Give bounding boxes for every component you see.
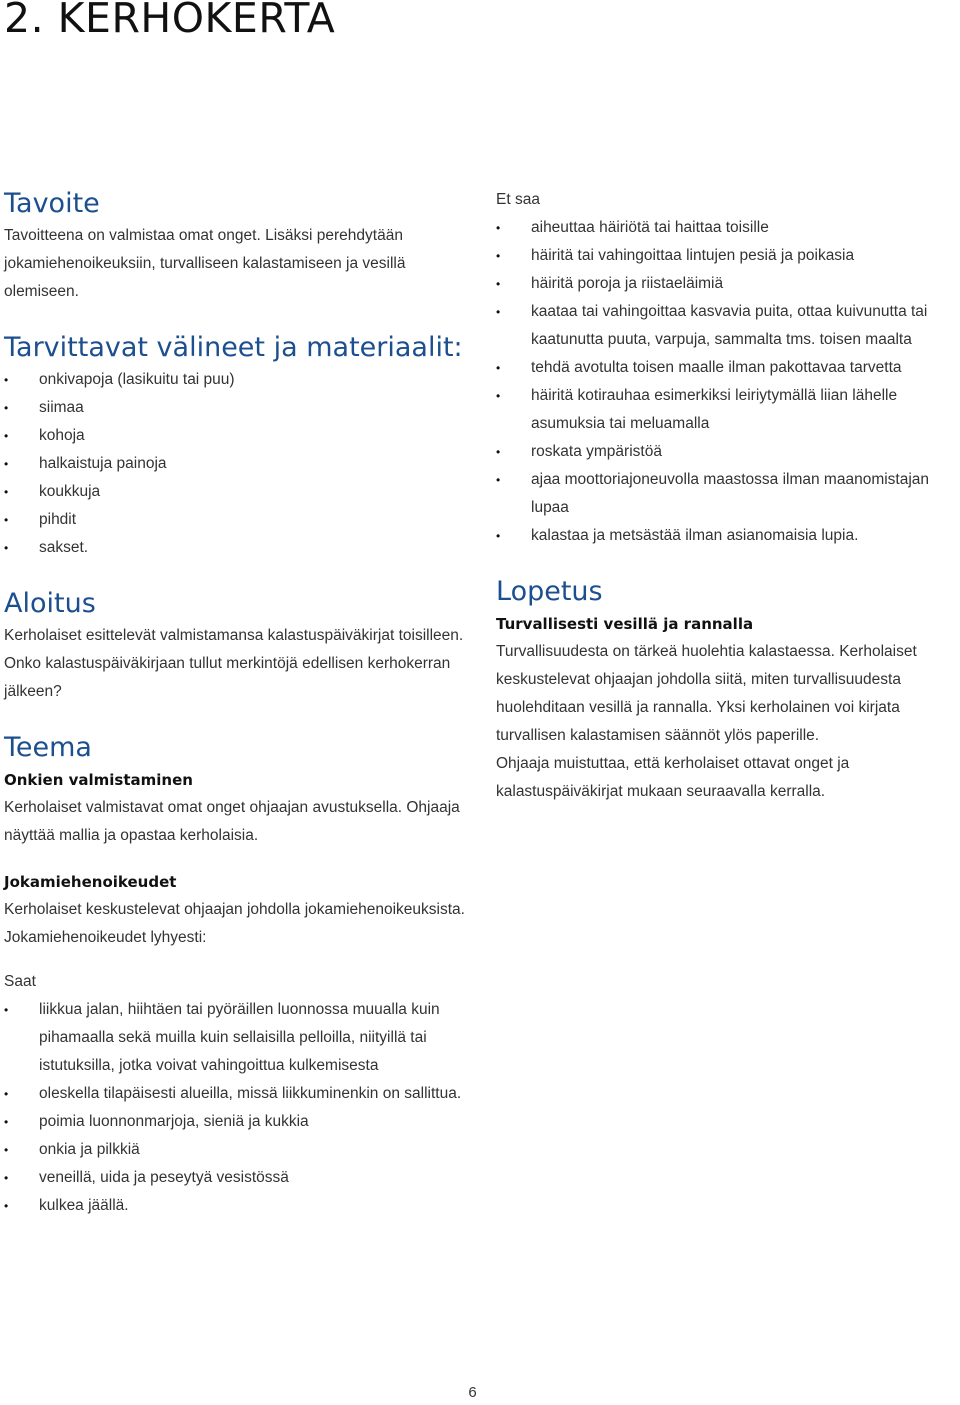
bullet-icon: • xyxy=(496,473,501,487)
heading-lopetus: Lopetus xyxy=(496,576,603,607)
right-column xyxy=(496,186,960,806)
list-item xyxy=(496,214,960,242)
bullet-icon: • xyxy=(496,445,501,459)
list-item xyxy=(496,270,960,298)
list-item xyxy=(4,394,474,422)
aloitus-text: Kerholaiset esittelevät valmistamansa kalastuspäiväkirjat toisilleen. Onko kalastuspäiväkirjaan tullut merkintöjä edellisen kerhokerran jälkeen? xyxy=(4,627,464,700)
list-item-text: kalastaa ja metsästää ilman asianomaisia lupia. xyxy=(531,527,859,544)
heading-aloitus: Aloitus xyxy=(4,588,96,619)
teema-text: Kerholaiset valmistavat omat onget ohjaajan avustuksella. Ohjaaja näyttää mallia ja opastaa kerholaisia. xyxy=(4,799,460,844)
bullet-icon: • xyxy=(4,429,9,443)
list-item-text: häiritä poroja ja riistaeläimiä xyxy=(531,275,724,292)
list-item-text: kohoja xyxy=(39,427,85,444)
jokamiehenoikeudet-text: Kerholaiset keskustelevat ohjaajan johdolla jokamiehenoikeuksista. Jokamiehenoikeudet lyhyesti: xyxy=(4,901,465,946)
section-teema xyxy=(4,730,474,850)
list-item xyxy=(4,1136,474,1164)
bullet-icon: • xyxy=(4,1087,9,1101)
list-item xyxy=(4,996,474,1080)
list-item xyxy=(4,506,474,534)
section-aloitus xyxy=(4,586,474,706)
list-item-text: aiheuttaa häiriötä tai haittaa toisille xyxy=(531,219,769,236)
bullet-icon: • xyxy=(4,485,9,499)
list-item-text: liikkua jalan, hiihtäen tai pyöräillen luonnossa muualla kuin pihamaalla sekä muilla kuin sellaisilla pelloilla, niityillä tai istutuksilla, jotka voivat vahingoittua kulkemisesta xyxy=(39,1001,440,1074)
tavoite-text: Tavoitteena on valmistaa omat onget. Lisäksi perehdytään jokamiehenoikeuksiin, turvalliseen kalastamiseen ja vesillä olemiseen. xyxy=(4,227,406,300)
bottom-column xyxy=(4,868,474,1220)
bullet-icon: • xyxy=(496,221,501,235)
bullet-icon: • xyxy=(496,389,501,403)
list-item xyxy=(4,1108,474,1136)
list-item-text: ajaa moottoriajoneuvolla maastossa ilman maanomistajan lupaa xyxy=(531,471,930,516)
section-valineet xyxy=(4,330,474,562)
lopetus-text-1: Turvallisuudesta on tärkeä huolehtia kalastaessa. Kerholaiset keskustelevat ohjaajan johdolla siitä, miten turvallisuudesta huolehditaan vesillä ja rannalla. Yksi kerholainen voi kirjata turvallisen kalastamisen säännöt ylös paperille. xyxy=(496,643,917,744)
bullet-icon: • xyxy=(4,457,9,471)
et-saa-label: Et saa xyxy=(496,191,540,208)
lopetus-text-2: Ohjaaja muistuttaa, että kerholaiset ottavat onget ja kalastuspäiväkirjat mukaan seuraavalla kerralla. xyxy=(496,755,850,800)
list-item-text: koukkuja xyxy=(39,483,101,500)
list-item xyxy=(4,478,474,506)
bullet-icon: • xyxy=(4,513,9,527)
bullet-icon: • xyxy=(4,1143,9,1157)
bullet-icon: • xyxy=(4,373,9,387)
bullet-icon: • xyxy=(4,541,9,555)
page-number: 6 xyxy=(468,1384,477,1401)
list-item-text: veneillä, uida ja peseytyä vesistössä xyxy=(39,1169,289,1186)
list-item xyxy=(4,534,474,562)
heading-teema: Teema xyxy=(4,732,92,763)
list-item xyxy=(496,298,960,354)
list-item xyxy=(496,466,960,522)
bullet-icon: • xyxy=(496,249,501,263)
subheading-onkien-valmistaminen: Onkien valmistaminen xyxy=(4,771,193,789)
bullet-icon: • xyxy=(496,277,501,291)
list-item-text: siimaa xyxy=(39,399,84,416)
list-item xyxy=(4,1164,474,1192)
subheading-turvallisesti: Turvallisesti vesillä ja rannalla xyxy=(496,615,754,633)
section-saat xyxy=(4,968,474,1220)
left-column xyxy=(4,186,474,850)
list-item xyxy=(496,242,960,270)
bullet-icon: • xyxy=(4,1115,9,1129)
list-item-text: kulkea jäällä. xyxy=(39,1197,129,1214)
bullet-icon: • xyxy=(496,361,501,375)
list-item-text: sakset. xyxy=(39,539,89,556)
list-item xyxy=(496,382,960,438)
bullet-icon: • xyxy=(4,1199,9,1213)
bullet-icon: • xyxy=(4,401,9,415)
list-item xyxy=(4,450,474,478)
list-item-text: halkaistuja painoja xyxy=(39,455,167,472)
et-saa-list xyxy=(496,214,960,550)
list-item xyxy=(4,1192,474,1220)
list-item xyxy=(496,438,960,466)
section-et-saa xyxy=(496,186,960,550)
list-item-text: tehdä avotulta toisen maalle ilman pakottavaa tarvetta xyxy=(531,359,902,376)
bullet-icon: • xyxy=(496,529,501,543)
section-lopetus xyxy=(496,574,960,806)
list-item-text: onkivapoja (lasikuitu tai puu) xyxy=(39,371,235,388)
list-item-text: häiritä tai vahingoittaa lintujen pesiä ja poikasia xyxy=(531,247,855,264)
list-item xyxy=(4,366,474,394)
list-item-text: oleskella tilapäisesti alueilla, missä liikkuminenkin on sallittua. xyxy=(39,1085,462,1102)
section-tavoite xyxy=(4,186,474,306)
heading-valineet: Tarvittavat välineet ja materiaalit: xyxy=(4,332,463,363)
list-item xyxy=(4,422,474,450)
list-item-text: pihdit xyxy=(39,511,77,528)
saat-label: Saat xyxy=(4,973,36,990)
heading-tavoite: Tavoite xyxy=(4,188,100,219)
list-item-text: onkia ja pilkkiä xyxy=(39,1141,140,1158)
valineet-list xyxy=(4,366,474,562)
subheading-jokamiehenoikeudet: Jokamiehenoikeudet xyxy=(4,873,177,891)
list-item-text: poimia luonnonmarjoja, sieniä ja kukkia xyxy=(39,1113,309,1130)
bullet-icon: • xyxy=(4,1003,9,1017)
list-item xyxy=(496,522,960,550)
bullet-icon: • xyxy=(4,1171,9,1185)
bullet-icon: • xyxy=(496,305,501,319)
saat-list xyxy=(4,996,474,1220)
list-item-text: roskata ympäristöä xyxy=(531,443,662,460)
list-item-text: kaataa tai vahingoittaa kasvavia puita, ottaa kuivunutta tai kaatunutta puuta, varpuja, sammalta tms. toisen maalta xyxy=(531,303,928,348)
section-jokamiehenoikeudet xyxy=(4,868,474,952)
page-title: 2. KERHOKERTA xyxy=(4,0,336,42)
list-item xyxy=(4,1080,474,1108)
list-item xyxy=(496,354,960,382)
list-item-text: häiritä kotirauhaa esimerkiksi leiriytymällä liian lähelle asumuksia tai meluamalla xyxy=(531,387,898,432)
